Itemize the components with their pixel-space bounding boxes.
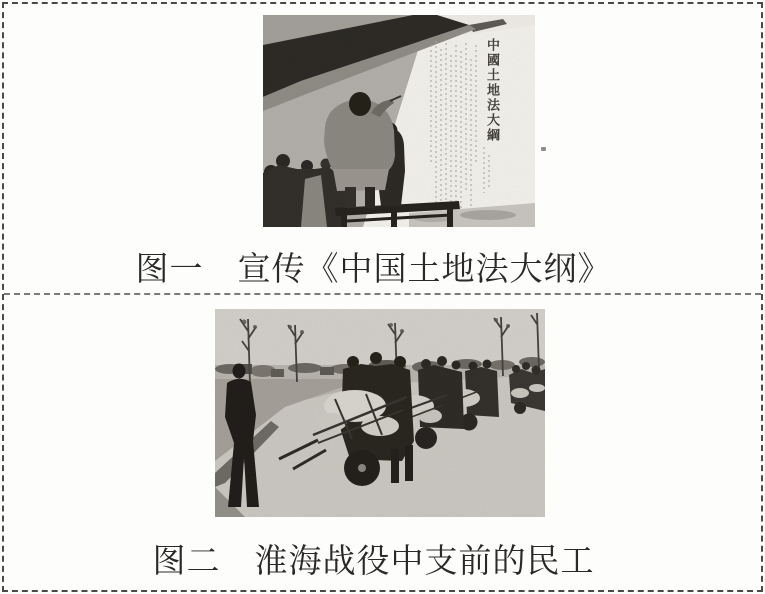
figure1-caption bbox=[0, 243, 756, 290]
figure1-caption-text: 宣传《中国土地法大纲》 bbox=[237, 252, 612, 288]
figure2-photo bbox=[215, 309, 545, 517]
figure1-photo bbox=[263, 15, 535, 227]
poster-title-vertical-text: 中國土地法大綱 bbox=[485, 38, 500, 143]
figure2-photo-illustration bbox=[215, 309, 545, 517]
dashed-separator bbox=[4, 293, 761, 295]
figure2-caption bbox=[0, 535, 756, 582]
figure2-caption-text: 淮海战役中支前的民工 bbox=[254, 544, 595, 580]
figure2-label: 图二 bbox=[152, 544, 221, 580]
figure1-label: 图一 bbox=[135, 252, 204, 288]
stray-print-mark bbox=[541, 147, 546, 151]
